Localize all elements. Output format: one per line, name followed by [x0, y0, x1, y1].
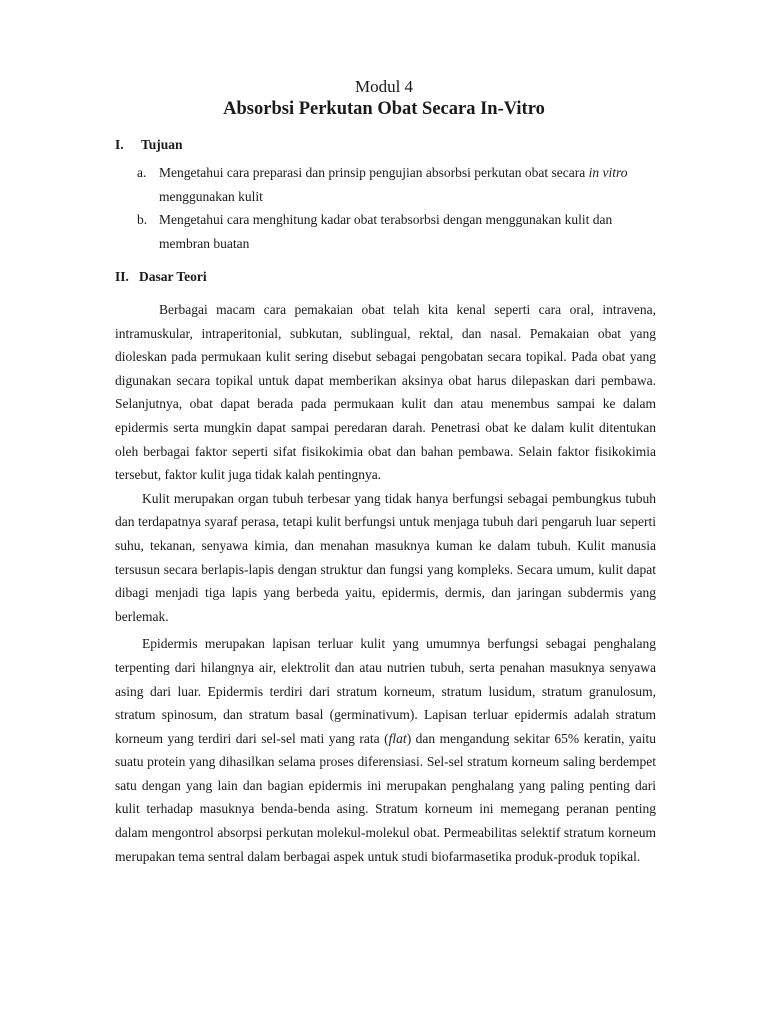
- section-heading-dasar-teori: [115, 268, 207, 286]
- paragraph: Berbagai macam cara pemakaian obat telah kita kenal seperti cara oral, intravena, intramuskular, intraperitonial, subkutan, sublingual, rektal, dan nasal. Pemakaian obat yang dioleskan pada permukaan kulit sering disebut sebagai pengobatan secara topikal. Pada obat yang digunakan secara topikal untuk dapat memberikan aksinya obat harus dilepaskan dari pembawa. Selanjutnya, obat dapat berada pada permukaan kulit dan atau menembus sampai ke dalam epidermis serta mungkin dapat sampai peredaran darah. Penetrasi obat ke dalam kulit ditentukan oleh berbagai faktor seperti sifat fisikokimia obat dan bahan pembawa. Selain faktor fisikokimia tersebut, faktor kulit juga tidak kalah pentingnya.: [115, 302, 656, 483]
- list-item-letter: b.: [137, 212, 148, 228]
- paragraph-text: Epidermis merupakan lapisan terluar kulit yang umumnya berfungsi sebagai penghalang terpenting dari hilangnya air, elektrolit dan atau nutrien tubuh, serta penahan masuknya senyawa asing dari luar. Epidermis terdiri dari stratum korneum, stratum lusidum, stratum granulosum, stratum spinosum, dan stratum basal (germinativum). Lapisan terluar epidermis adalah stratum korneum yang terdiri dari sel-sel mati yang rata (: [115, 636, 656, 746]
- section-title: Tujuan: [141, 137, 183, 152]
- section-number: I.: [115, 137, 124, 152]
- paragraph-text-end: ) dan mengandung sekitar 65% keratin, yaitu suatu protein yang dihasilkan selama proses diferensiasi. Sel-sel stratum korneum saling berdempet satu dengan yang lain dan bagian epidermis ini merupakan penghalang yang paling penting dari kulit terhadap masuknya benda-benda asing. Stratum korneum ini memegang peranan penting dalam mengontrol absorpsi perkutan molekul-molekul obat. Permeabilitas selektif stratum korneum merupakan tema sentral dalam berbagai aspek untuk studi biofarmasetika produk-produk topikal.: [115, 730, 656, 864]
- section-heading-tujuan: [115, 136, 183, 154]
- list-item: [137, 208, 657, 255]
- paragraph: Kulit merupakan organ tubuh terbesar yang tidak hanya berfungsi sebagai pembungkus tubuh dan terdapatnya syaraf perasa, tetapi kulit berfungsi untuk menjaga tubuh dari pengaruh luar seperti suhu, tekanan, senyawa kimia, dan menahan masuknya kuman ke dalam tubuh. Kulit manusia tersusun secara berlapis-lapis dengan struktur dan fungsi yang kompleks. Secara umum, kulit dapat dibagi menjadi tiga lapis yang berbeda yaitu, epidermis, dermis, dan jaringan subdermis yang berlemak.: [115, 490, 656, 624]
- body-text: [115, 298, 656, 868]
- list-item: [137, 161, 657, 208]
- goal-list: [137, 161, 657, 255]
- section-number: II.: [115, 269, 129, 284]
- page-title: Absorbsi Perkutan Obat Secara In-Vitro: [223, 99, 545, 119]
- paragraph-italic: flat: [388, 730, 407, 746]
- list-item-text: Mengetahui cara menghitung kadar obat terabsorbsi dengan menggunakan kulit dan membran buatan: [159, 212, 613, 251]
- list-item-letter: a.: [137, 165, 147, 180]
- section-title: Dasar Teori: [139, 269, 207, 284]
- title-block: [0, 76, 768, 120]
- module-label: Modul 4: [354, 77, 414, 96]
- list-item-text-end: menggunakan kulit: [159, 188, 263, 204]
- list-item-italic: in vitro: [588, 165, 628, 180]
- list-item-text: Mengetahui cara preparasi dan prinsip pengujian absorbsi perkutan obat secara: [159, 165, 589, 180]
- paragraph: [115, 632, 656, 868]
